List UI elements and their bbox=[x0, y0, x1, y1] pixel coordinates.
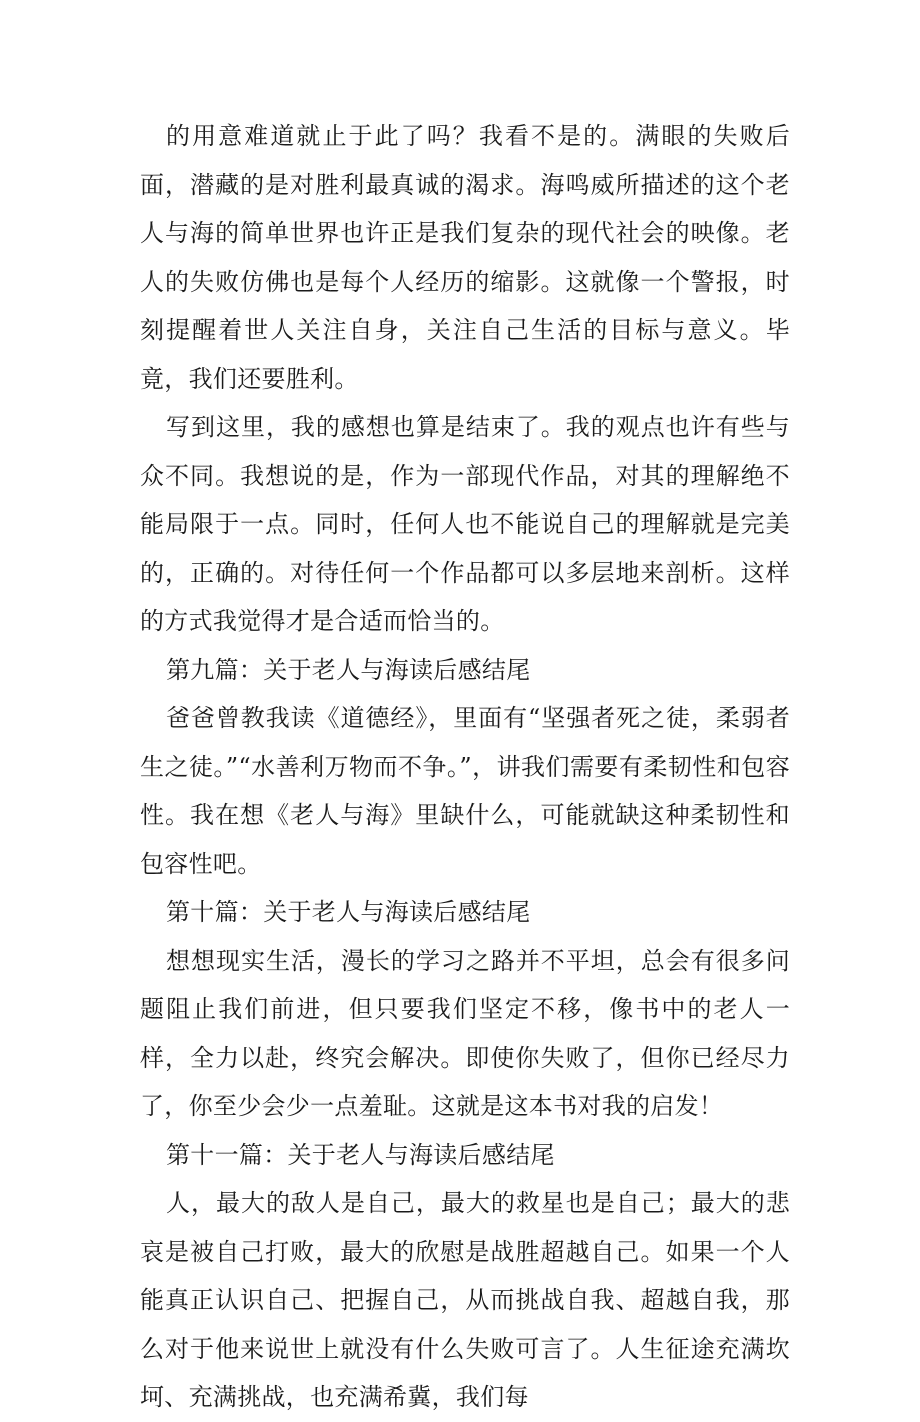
section-heading-10: 第十篇：关于老人与海读后感结尾 bbox=[166, 898, 531, 926]
paragraph-intro-continuation: 的用意难道就止于此了吗？我看不是的。满眼的失败后面，潜藏的是对胜利最真诚的渴求。海鸣威所描述的这个老人与海的简单世界也许正是我们复杂的现代社会的映像。老人的失败仿佛也是每个人经历的缩影。这就像一个警报，时刻提醒着世人关注自身，关注自己生活的目标与意义。毕竟，我们还要胜利。 bbox=[140, 122, 790, 393]
document-body bbox=[140, 112, 790, 1422]
paragraph-section-11: 人，最大的敌人是自己，最大的救星也是自己；最大的悲哀是被自己打败，最大的欣慰是战胜超越自己。如果一个人能真正认识自己、把握自己，从而挑战自我、超越自我，那么对于他来说世上就没有什么失败可言了。人生征途充满坎坷、充满挑战，也充满希冀，我们每 bbox=[140, 1189, 790, 1411]
paragraph-conclusion: 写到这里，我的感想也算是结束了。我的观点也许有些与众不同。我想说的是，作为一部现代作品，对其的理解绝不能局限于一点。同时，任何人也不能说自己的理解就是完美的，正确的。对待任何一个作品都可以多层地来剖析。这样的方式我觉得才是合适而恰当的。 bbox=[140, 413, 790, 635]
paragraph-section-9: 爸爸曾教我读《道德经》，里面有“坚强者死之徒，柔弱者生之徒。”“水善利万物而不争。”，讲我们需要有柔韧性和包容性。我在想《老人与海》里缺什么，可能就缺这种柔韧性和包容性吧。 bbox=[140, 704, 790, 878]
section-heading-9: 第九篇：关于老人与海读后感结尾 bbox=[166, 655, 531, 684]
paragraph-section-10: 想想现实生活，漫长的学习之路并不平坦，总会有很多问题阻止我们前进，但只要我们坚定不移，像书中的老人一样，全力以赴，终究会解决。即使你失败了，但你已经尽力了，你至少会少一点羞耻。这就是这本书对我的启发！ bbox=[140, 946, 790, 1120]
section-heading-11: 第十一篇：关于老人与海读后感结尾 bbox=[166, 1140, 555, 1169]
